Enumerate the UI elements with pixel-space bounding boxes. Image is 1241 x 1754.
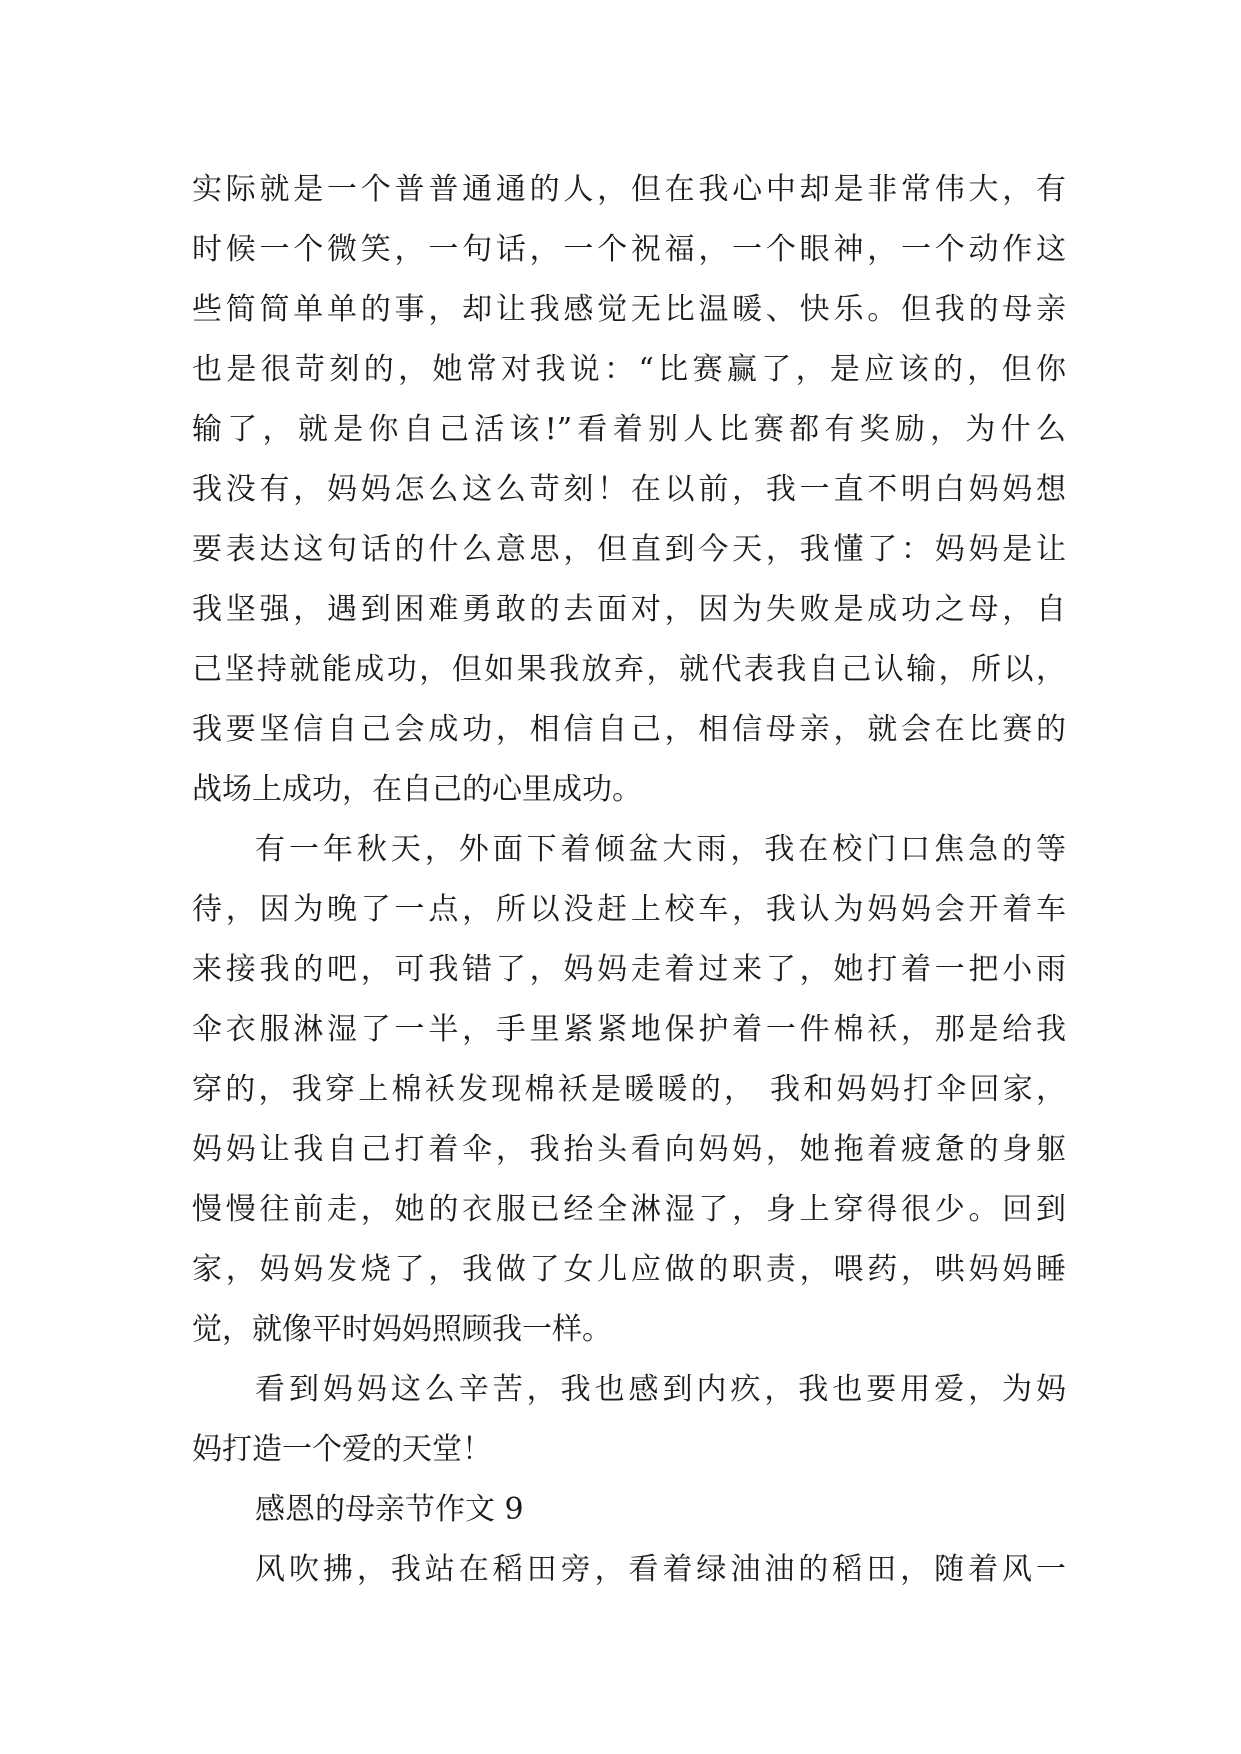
text-line: 我坚强，遇到困难勇敢的去面对，因为失败是成功之母，自 [192,592,1066,627]
text-line: 有一年秋天，外面下着倾盆大雨，我在校门口焦急的等 [255,832,1066,867]
text-line: 来接我的吧，可我错了，妈妈走着过来了，她打着一把小雨 [192,952,1066,987]
text-line: 也是很苛刻的，她常对我说：“比赛赢了，是应该的，但你 [192,352,1066,387]
text-line: 要表达这句话的什么意思，但直到今天，我懂了：妈妈是让 [192,532,1066,567]
text-line: 伞衣服淋湿了一半，手里紧紧地保护着一件棉袄，那是给我 [192,1012,1066,1047]
section-heading: 感恩的母亲节作文 9 [255,1492,524,1527]
text-line: 我要坚信自己会成功，相信自己，相信母亲，就会在比赛的 [192,712,1066,747]
text-line: 战场上成功，在自己的心里成功。 [192,772,642,807]
text-line: 待，因为晚了一点，所以没赶上校车，我认为妈妈会开着车 [192,892,1066,927]
text-line: 家，妈妈发烧了，我做了女儿应做的职责，喂药，哄妈妈睡 [192,1252,1066,1287]
document-body [192,160,1066,1600]
text-line: 实际就是一个普普通通的人，但在我心中却是非常伟大，有 [192,172,1066,207]
text-line: 妈妈让我自己打着伞，我抬头看向妈妈，她拖着疲惫的身躯 [192,1132,1066,1167]
text-line: 妈打造一个爱的天堂！ [192,1432,492,1467]
text-line: 己坚持就能成功，但如果我放弃，就代表我自己认输，所以， [192,652,1066,687]
text-line: 我没有，妈妈怎么这么苛刻！在以前，我一直不明白妈妈想 [192,472,1066,507]
text-line: 觉，就像平时妈妈照顾我一样。 [192,1312,612,1347]
text-line: 慢慢往前走，她的衣服已经全淋湿了，身上穿得很少。回到 [192,1192,1066,1227]
text-line: 看到妈妈这么辛苦，我也感到内疚，我也要用爱，为妈 [255,1372,1066,1407]
text-line: 时候一个微笑，一句话，一个祝福，一个眼神，一个动作这 [192,232,1066,267]
text-line: 些简简单单的事，却让我感觉无比温暖、快乐。但我的母亲 [192,292,1066,327]
text-line: 穿的，我穿上棉袄发现棉袄是暖暖的， 我和妈妈打伞回家， [192,1072,1066,1107]
text-line: 输了，就是你自己活该!”看着别人比赛都有奖励，为什么 [192,412,1066,447]
text-line: 风吹拂，我站在稻田旁，看着绿油油的稻田，随着风一 [255,1552,1066,1587]
